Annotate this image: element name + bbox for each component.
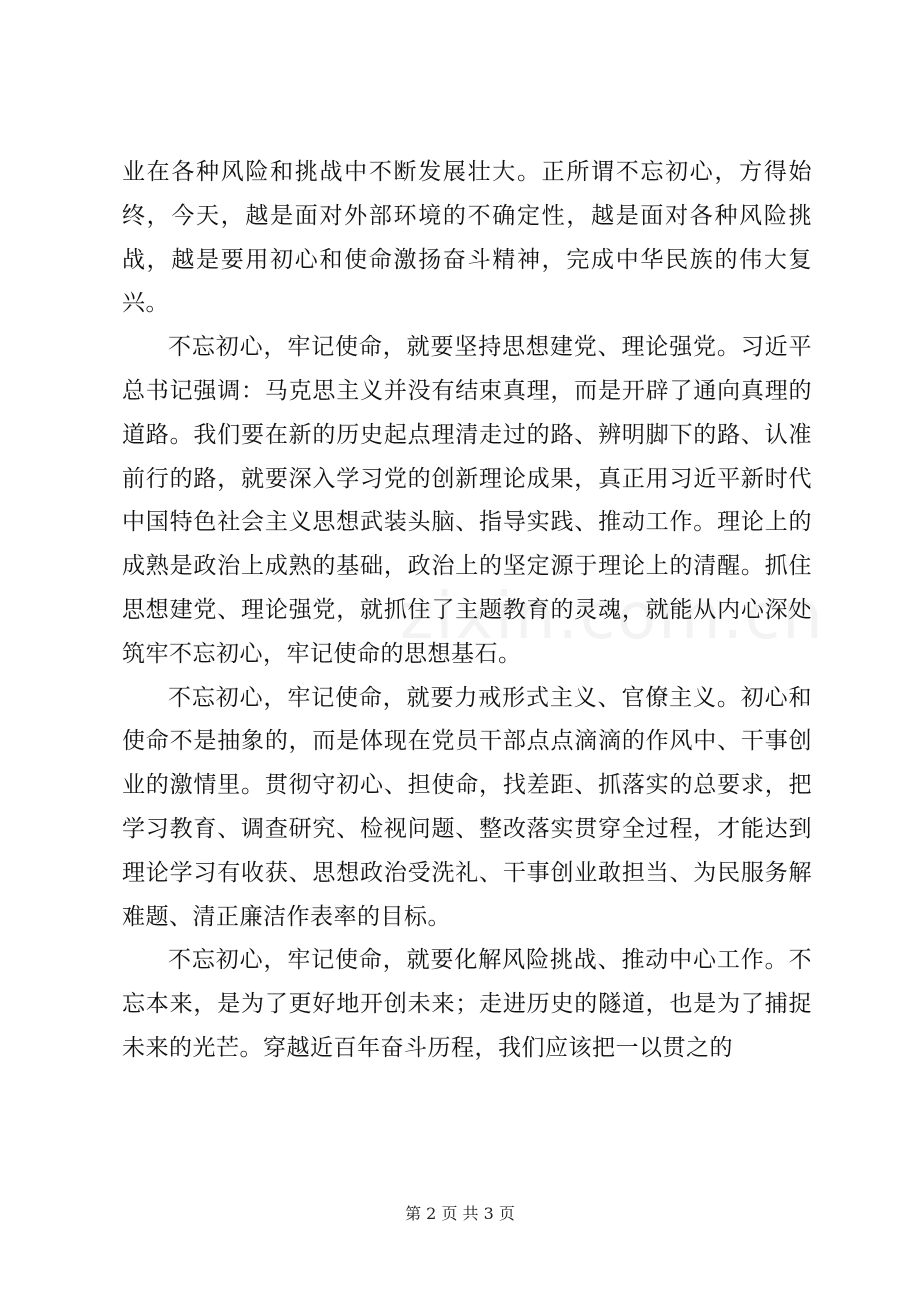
paragraph-formalism: 不忘初心，牢记使命，就要力戒形式主义、官僚主义。初心和使命不是抽象的，而是体现在党员干部点点滴滴的作风中、干事创业的激情里。贯彻守初心、担使命，找差距、抓落实的总要求，把学习教育、调查研究、检视问题、整改落实贯穿全过程，才能达到理论学习有收获、思想政治受洗礼、干事创业敢担当、为民服务解难题、清正廉洁作表率的目标。	[122, 684, 812, 930]
page-number-footer: 第 2 页 共 3 页	[405, 1204, 515, 1223]
paragraph-continuation: 业在各种风险和挑战中不断发展壮大。正所谓不忘初心，方得始终，今天，越是面对外部环境的不确定性，越是面对各种风险挑战，越是要用初心和使命激扬奋斗精神，完成中华民族的伟大复兴。	[122, 159, 812, 317]
document-body	[122, 151, 812, 1071]
paragraph-ideology: 不忘初心，牢记使命，就要坚持思想建党、理论强党。习近平总书记强调：马克思主义并没有结束真理，而是开辟了通向真理的道路。我们要在新的历史起点理清走过的路、辨明脚下的路、认准前行的路，就要深入学习党的创新理论成果，真正用习近平新时代中国特色社会主义思想武装头脑、指导实践、推动工作。理论上的成熟是政治上成熟的基础，政治上的坚定源于理论上的清醒。抓住思想建党、理论强党，就抓住了主题教育的灵魂，就能从内心深处筑牢不忘初心，牢记使命的思想基石。	[122, 334, 812, 667]
paragraph-risk: 不忘初心，牢记使命，就要化解风险挑战、推动中心工作。不忘本来，是为了更好地开创未来；走进历史的隧道，也是为了捕捉未来的光芒。穿越近百年奋斗历程，我们应该把一以贯之的	[122, 947, 812, 1061]
